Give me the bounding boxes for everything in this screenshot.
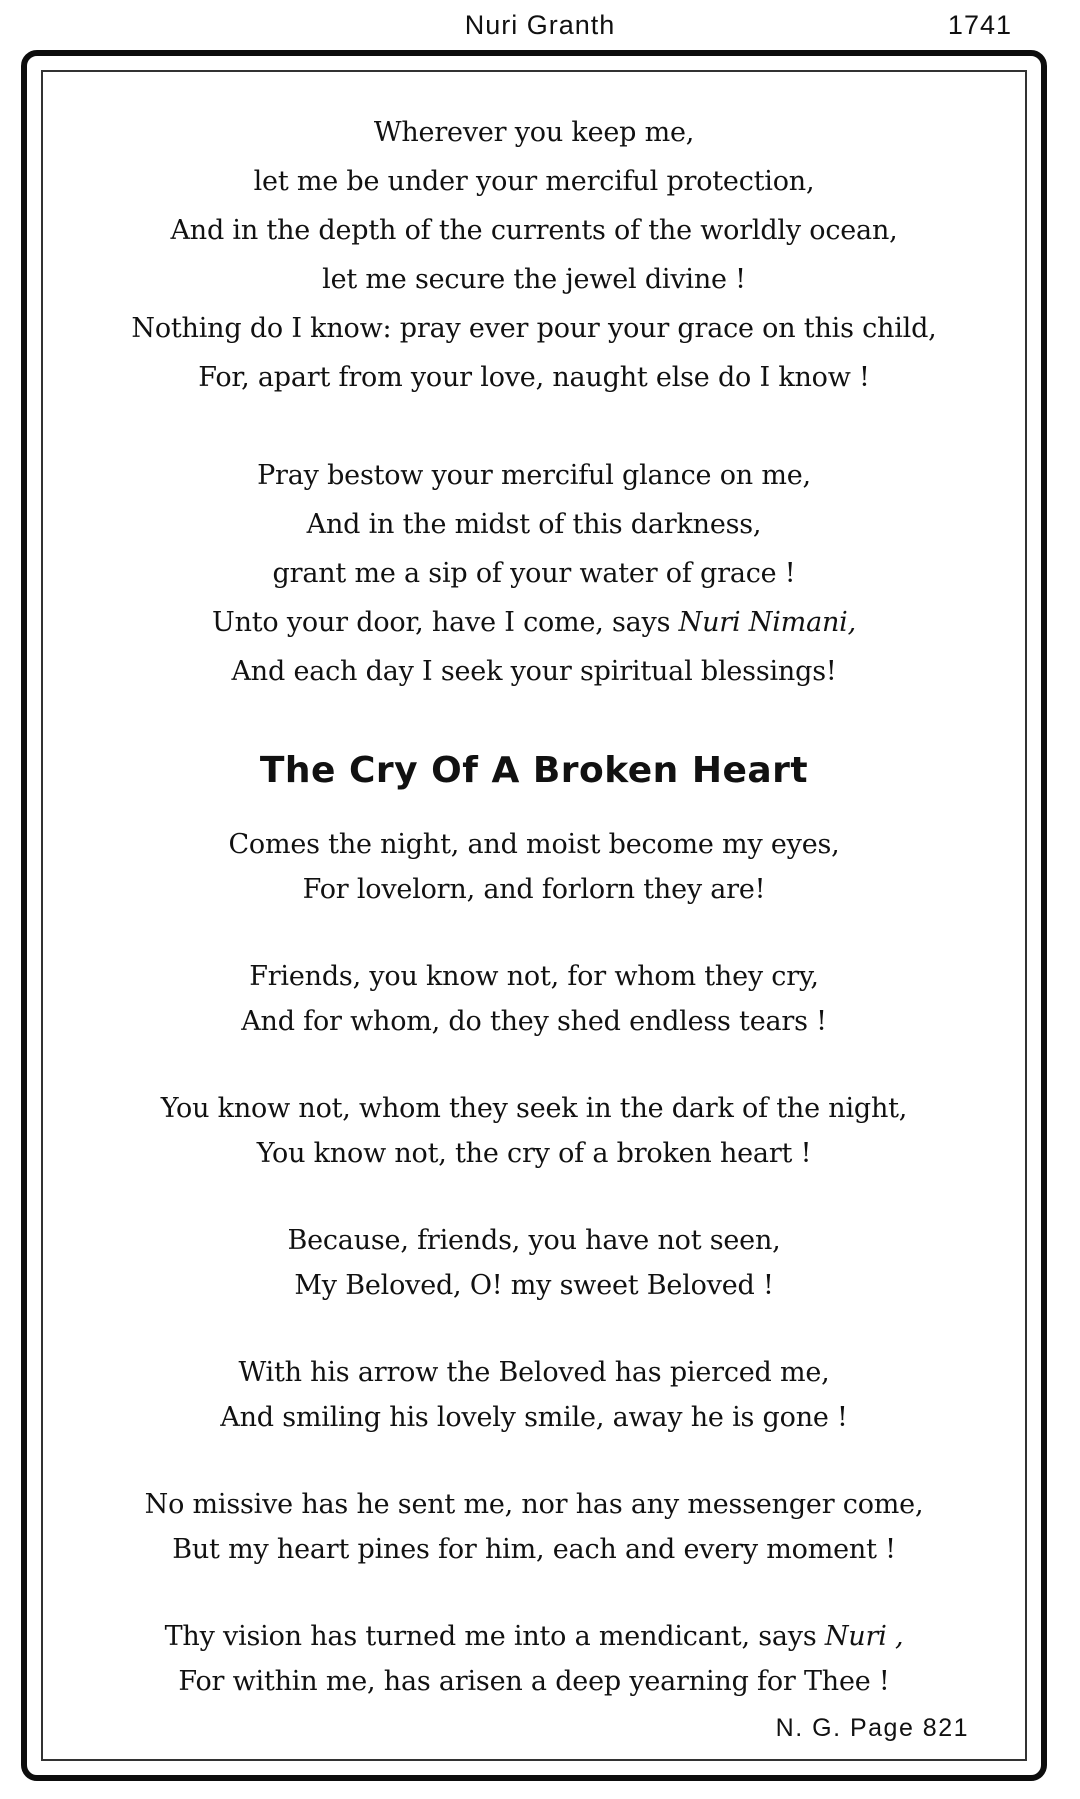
stanza-gap (43, 402, 1025, 451)
stanza-line: With his arrow the Beloved has pierced me, (238, 1357, 830, 1388)
poem-title: The Cry Of A Broken Heart (259, 750, 809, 791)
poem-stanza-3 (43, 1087, 1025, 1176)
stanza-line: But my heart pines for him, each and every moment ! (172, 1533, 896, 1565)
title-gap (43, 696, 1025, 749)
stanza-line (43, 598, 1025, 647)
stanza-1 (43, 108, 1025, 402)
page-number: 1741 (947, 10, 1012, 40)
stanza-line: And in the depth of the currents of the worldly ocean, (170, 215, 898, 246)
stanza-line: No missive has he sent me, nor has any messenger come, (144, 1489, 924, 1520)
stanza-line: For lovelorn, and forlorn they are! (302, 873, 766, 905)
page-content (43, 108, 1025, 1704)
stanza-line: Pray bestow your merciful glance on me, (257, 460, 811, 491)
stanza-gap (43, 1308, 1025, 1351)
stanza-line: And for whom, do they shed endless tears ! (241, 1005, 827, 1037)
poet-signature: Nuri , (824, 1621, 904, 1652)
stanza-line: My Beloved, O! my sweet Beloved ! (294, 1269, 774, 1301)
poem-stanza-5 (43, 1351, 1025, 1440)
stanza-line: Comes the night, and moist become my eyes, (228, 829, 840, 860)
stanza-line: For within me, has arisen a deep yearning for Thee ! (178, 1665, 890, 1697)
stanza-line: Friends, you know not, for whom they cry, (249, 961, 819, 992)
book-title: Nuri Granth (464, 10, 616, 40)
page-header (0, 6, 1080, 46)
poem-stanza-4 (43, 1219, 1025, 1308)
page-frame (21, 50, 1047, 1781)
stanza-gap (43, 1440, 1025, 1483)
poem-stanza-2 (43, 955, 1025, 1044)
poem-stanza-1 (43, 823, 1025, 912)
poem-final-stanza (43, 1615, 1025, 1704)
stanza-2 (43, 451, 1025, 696)
stanza-gap (43, 1176, 1025, 1219)
stanza-line: let me be under your merciful protection, (253, 166, 815, 197)
stanza-line: For, apart from your love, naught else do I know ! (198, 362, 870, 393)
inner-frame (41, 70, 1027, 1761)
stanza-line: And each day I seek your spiritual blessings! (231, 656, 837, 687)
stanza-line: let me secure the jewel divine ! (322, 264, 746, 295)
stanza-line: grant me a sip of your water of grace ! (272, 558, 796, 589)
stanza-line: You know not, the cry of a broken heart ! (256, 1137, 812, 1169)
page-reference: N. G. Page 821 (775, 1714, 969, 1742)
line-text: Thy vision has turned me into a mendicant, says (164, 1621, 817, 1652)
stanza-line: Nothing do I know: pray ever pour your grace on this child, (131, 313, 937, 344)
line-text: Unto your door, have I come, says (212, 607, 671, 638)
stanza-line: Wherever you keep me, (373, 117, 695, 148)
poet-signature: Nuri Nimani, (678, 607, 856, 638)
stanza-line (43, 1615, 1025, 1660)
stanza-line: Because, friends, you have not seen, (287, 1225, 781, 1256)
stanza-line: You know not, whom they seek in the dark of the night, (160, 1093, 908, 1124)
stanza-gap (43, 1044, 1025, 1087)
stanza-gap (43, 912, 1025, 955)
stanza-line: And in the midst of this darkness, (306, 509, 762, 540)
poem-stanza-6 (43, 1483, 1025, 1572)
title-gap (43, 793, 1025, 823)
stanza-line: And smiling his lovely smile, away he is gone ! (220, 1401, 848, 1433)
stanza-gap (43, 1572, 1025, 1615)
